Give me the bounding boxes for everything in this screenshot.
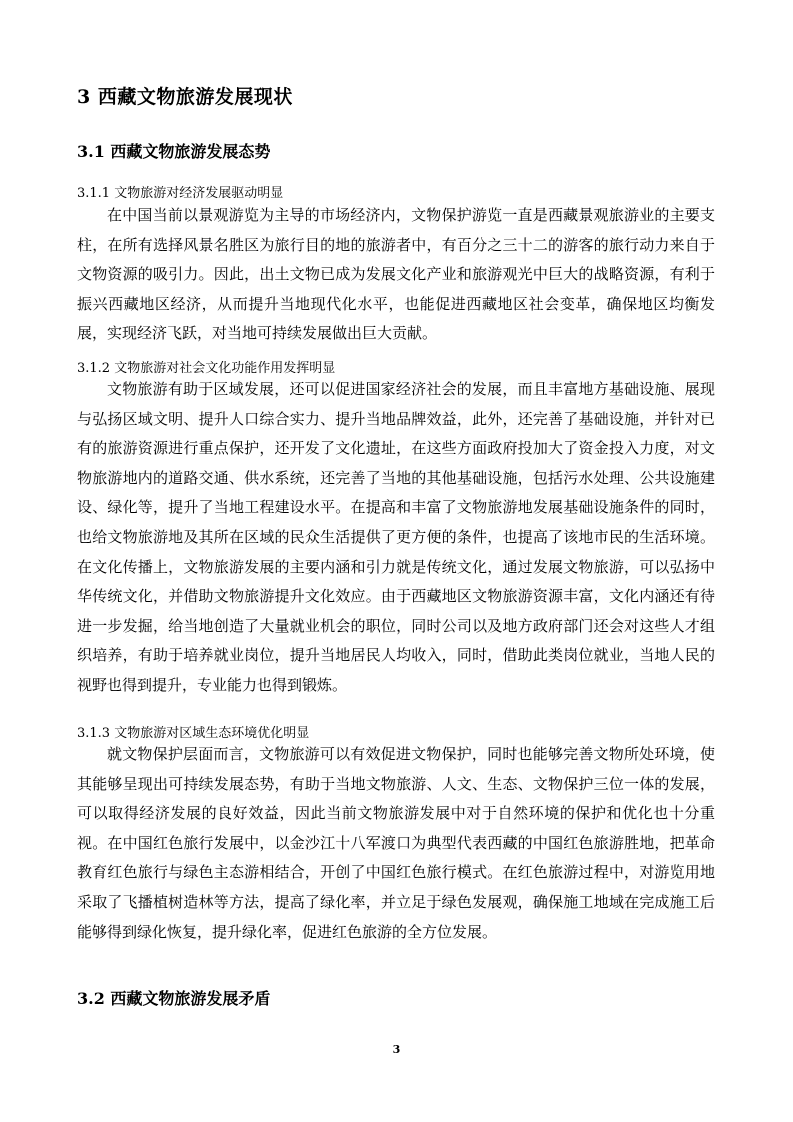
body-paragraph: 文物旅游有助于区域发展，还可以促进国家经济社会的发展，而且丰富地方基础设施、展现与弘扬区域文明、提升人口综合实力、提升当地品牌效益，此外，还完善了基础设施，并针对已有的旅游资源进行重点保护，还开发了文化遗址，在这些方面政府投加大了资金投入力度，对文物旅游地内的道路交通、供水系统，还完善了当地的其他基础设施，包括污水处理、公共设施建设、绿化等，提升了当地工程建设水平。在提高和丰富了文物旅游地发展基础设施条件的同时，也给文物旅游地及其所在区域的民众生活提供了更方便的条件，也提高了该地市民的生活环境。在文化传播上，文物旅游发展的主要内涵和引力就是传统文化，通过发展文物旅游，可以弘扬中华传统文化，并借助文物旅游提升文化效应。由于西藏地区文物旅游资源丰富，文化内涵还有待进一步发掘，给当地创造了大量就业机会的职位，同时公司以及地方政府部门还会对这些人才组织培养，有助于培养就业岗位，提升当地居民人均收入，同时，借助此类岗位就业，当地人民的视野也得到提升，专业能力也得到锻炼。 <box>77 380 715 694</box>
body-paragraph: 就文物保护层面而言，文物旅游可以有效促进文物保护，同时也能够完善文物所处环境，使其能够呈现出可持续发展态势，有助于当地文物旅游、人文、生态、文物保护三位一体的发展，可以取得经济发展的良好效益，因此当前文物旅游发展中对于自然环境的保护和优化也十分重视。在中国红色旅行发展中，以金沙江十八军渡口为典型代表西藏的中国红色旅游胜地，把革命教育红色旅行与绿色主态游相结合，开创了中国红色旅行模式。在红色旅游过程中，对游览用地采取了飞播植树造林等方法，提高了绿化率，并立足于绿色发展观，确保施工地域在完成施工后能够得到绿化恢复，提升绿化率，促进红色旅游的全方位发展。 <box>77 745 715 941</box>
section-heading: 3.2 西藏文物旅游发展矛盾 <box>77 989 271 1008</box>
section-heading: 3.1 西藏文物旅游发展态势 <box>77 142 271 161</box>
chapter-title: 3 西藏文物旅游发展现状 <box>77 86 293 108</box>
subsection-heading: 3.1.2 文物旅游对社会文化功能作用发挥明显 <box>77 361 336 376</box>
subsection-heading: 3.1.3 文物旅游对区域生态环境优化明显 <box>77 726 310 741</box>
page-number: 3 <box>392 1043 401 1056</box>
body-paragraph: 在中国当前以景观游览为主导的市场经济内，文物保护游览一直是西藏景观旅游业的主要支柱，在所有选择风景名胜区为旅行目的地的旅游者中，有百分之三十二的游客的旅行动力来自于文物资源的吸引力。因此，出土文物已成为发展文化产业和旅游观光中巨大的战略资源，有利于振兴西藏地区经济，从而提升当地现代化水平，也能促进西藏地区社会变革，确保地区均衡发展，实现经济飞跃，对当地可持续发展做出巨大贡献。 <box>77 206 715 343</box>
subsection-heading: 3.1.1 文物旅游对经济发展驱动明显 <box>77 186 284 201</box>
